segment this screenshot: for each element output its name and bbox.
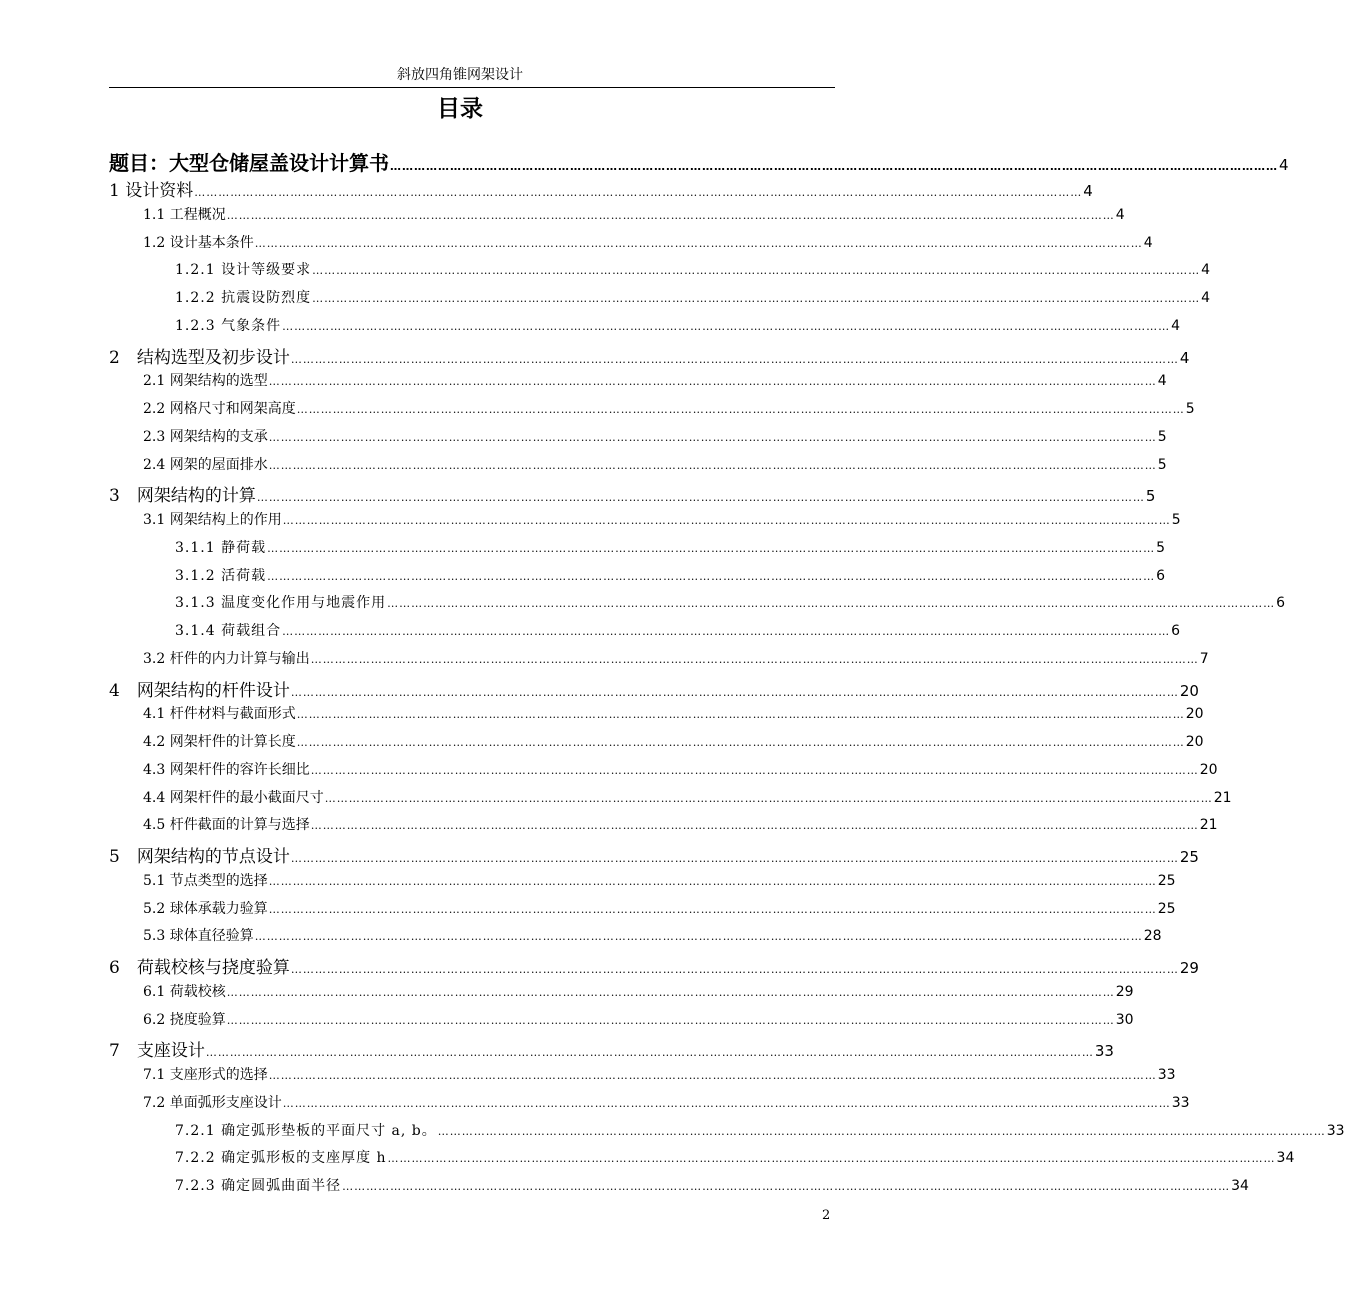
toc-leader: …………………………………………………………………………………………………………………………………………………………………………………………………… <box>254 237 1143 250</box>
toc-page-number: 20 <box>1199 762 1218 778</box>
toc-entry[interactable] <box>143 204 1125 228</box>
toc-entry-label: 6.1 荷载校核 <box>143 984 226 1000</box>
toc-entry[interactable] <box>175 1120 1345 1144</box>
toc-entry-label: 3.1.2 活荷载 <box>175 568 267 584</box>
toc-page-number: 33 <box>1157 1067 1176 1083</box>
toc-leader: …………………………………………………………………………………………………………………………………………………………………………………………………… <box>194 186 1083 199</box>
toc-entry[interactable] <box>143 981 1134 1005</box>
toc-page-number: 20 <box>1185 734 1204 750</box>
toc-page-number: 33 <box>1171 1095 1190 1111</box>
toc-entry-label: 3.1.1 静荷载 <box>175 540 267 556</box>
toc-entry-label: 6.2 挠度验算 <box>143 1012 226 1028</box>
toc-page-number: 4 <box>1083 182 1093 200</box>
toc-page-number: 25 <box>1179 848 1199 866</box>
toc-page-number: 4 <box>1157 373 1167 389</box>
toc-entry-label: 7.2.2 确定弧形板的支座厚度 h <box>175 1150 387 1166</box>
toc-entry-label: 5.1 节点类型的选择 <box>143 873 268 889</box>
toc-entry[interactable] <box>175 592 1285 616</box>
toc-entry[interactable] <box>143 870 1176 894</box>
toc-page-number: 21 <box>1213 790 1232 806</box>
toc-page-number: 20 <box>1185 706 1204 722</box>
header-rule <box>109 87 835 88</box>
toc-page-number: 4 <box>1171 318 1180 334</box>
toc-page-number: 6 <box>1276 595 1285 611</box>
toc-leader: …………………………………………………………………………………………………………………………………………………………………………………………………… <box>282 320 1171 333</box>
toc-leader: …………………………………………………………………………………………………………………………………………………………………………………………………… <box>268 375 1157 388</box>
toc-entry[interactable] <box>143 454 1167 478</box>
toc-page-number: 5 <box>1157 429 1167 445</box>
toc-entry-label: 2 结构选型及初步设计 <box>109 348 290 368</box>
toc-leader: …………………………………………………………………………………………………………………………………………………………………………………………………… <box>282 514 1171 527</box>
toc-page-number: 6 <box>1171 623 1180 639</box>
toc-entry[interactable] <box>143 703 1204 727</box>
toc-leader: …………………………………………………………………………………………………………………………………………………………………………………………………… <box>256 491 1145 504</box>
toc-page-number: 34 <box>1231 1178 1249 1194</box>
toc-page-number: 33 <box>1094 1042 1114 1060</box>
toc-entry-label: 3.1 网架结构上的作用 <box>143 512 282 528</box>
toc-entry[interactable] <box>109 147 1289 175</box>
toc-entry-label: 1 设计资料 <box>109 181 194 201</box>
toc-page-number: 4 <box>1179 349 1190 367</box>
toc-entry-label: 3.1.4 荷载组合 <box>175 623 282 639</box>
toc-leader: …………………………………………………………………………………………………………………………………………………………………………………………………… <box>342 1180 1231 1193</box>
toc-leader: …………………………………………………………………………………………………………………………………………………………………………………………………… <box>312 292 1201 305</box>
toc-leader: …………………………………………………………………………………………………………………………………………………………………………………………………… <box>226 209 1115 222</box>
toc-page-number: 28 <box>1143 928 1162 944</box>
toc-leader: …………………………………………………………………………………………………………………………………………………………………………………………………… <box>268 459 1157 472</box>
toc-entry-label: 2.4 网架的屋面排水 <box>143 457 268 473</box>
toc-entry[interactable] <box>109 953 1199 978</box>
toc-entry-label: 7.1 支座形式的选择 <box>143 1067 268 1083</box>
toc-leader: …………………………………………………………………………………………………………………………………………………………………………………………………… <box>290 686 1179 699</box>
toc-leader: …………………………………………………………………………………………………………………………………………………………………………………………………… <box>290 963 1179 976</box>
toc-page-number: 5 <box>1157 457 1167 473</box>
toc-entry[interactable] <box>175 287 1210 311</box>
toc-leader: …………………………………………………………………………………………………………………………………………………………………………………………………… <box>296 708 1185 721</box>
toc-leader: …………………………………………………………………………………………………………………………………………………………………………………………………… <box>310 764 1199 777</box>
toc-entry-label: 1.2.2 抗震设防烈度 <box>175 290 312 306</box>
toc-leader: …………………………………………………………………………………………………………………………………………………………………………………………………… <box>226 1014 1115 1027</box>
running-header: 斜放四角锥网架设计 <box>397 67 523 83</box>
toc-page-number: 33 <box>1326 1123 1345 1139</box>
toc-leader: …………………………………………………………………………………………………………………………………………………………………………………………………… <box>390 160 1278 173</box>
toc-entry-label: 2.2 网格尺寸和网架高度 <box>143 401 296 417</box>
toc-page-number: 4 <box>1201 290 1210 306</box>
toc-page-number: 4 <box>1115 207 1125 223</box>
toc-entry-label: 4.2 网架杆件的计算长度 <box>143 734 296 750</box>
toc-leader: …………………………………………………………………………………………………………………………………………………………………………………………………… <box>310 653 1199 666</box>
toc-page-number: 4 <box>1201 262 1210 278</box>
toc-leader: …………………………………………………………………………………………………………………………………………………………………………………………………… <box>296 403 1185 416</box>
toc-entry[interactable] <box>143 232 1153 256</box>
toc-entry-label: 4.4 网架杆件的最小截面尺寸 <box>143 790 324 806</box>
toc-page-number: 34 <box>1276 1150 1295 1166</box>
toc-leader: …………………………………………………………………………………………………………………………………………………………………………………………………… <box>267 570 1156 583</box>
toc-entry-label: 1.2.1 设计等级要求 <box>175 262 312 278</box>
toc-entry[interactable] <box>109 343 1190 368</box>
toc-page-number: 30 <box>1115 1012 1134 1028</box>
toc-entry[interactable] <box>175 537 1165 561</box>
toc-entry[interactable] <box>175 259 1210 283</box>
toc-entry-label: 5.3 球体直径验算 <box>143 928 254 944</box>
toc-leader: …………………………………………………………………………………………………………………………………………………………………………………………………… <box>290 852 1179 865</box>
toc-leader: …………………………………………………………………………………………………………………………………………………………………………………………………… <box>205 1046 1094 1059</box>
toc-entry-label: 1.2 设计基本条件 <box>143 235 254 251</box>
toc-entry[interactable] <box>143 1009 1134 1033</box>
toc-leader: …………………………………………………………………………………………………………………………………………………………………………………………………… <box>387 597 1276 610</box>
toc-leader: …………………………………………………………………………………………………………………………………………………………………………………………………… <box>268 1069 1157 1082</box>
toc-entry[interactable] <box>143 898 1176 922</box>
toc-entry[interactable] <box>143 1092 1190 1116</box>
toc-leader: …………………………………………………………………………………………………………………………………………………………………………………………………… <box>226 986 1115 999</box>
toc-entry-label: 4.3 网架杆件的容许长细比 <box>143 762 310 778</box>
toc-entry[interactable] <box>143 426 1167 450</box>
toc-page-number: 25 <box>1157 901 1176 917</box>
toc-page-number: 4 <box>1143 235 1153 251</box>
toc-entry[interactable] <box>109 676 1199 701</box>
toc-entry[interactable] <box>175 565 1165 589</box>
toc-entry[interactable] <box>143 398 1195 422</box>
toc-entry[interactable] <box>143 1064 1176 1088</box>
toc-entry[interactable] <box>109 842 1199 867</box>
toc-entry[interactable] <box>143 731 1204 755</box>
toc-entry[interactable] <box>143 787 1232 811</box>
toc-leader: …………………………………………………………………………………………………………………………………………………………………………………………………… <box>310 819 1199 832</box>
toc-entry-label: 5 网架结构的节点设计 <box>109 847 290 867</box>
toc-leader: …………………………………………………………………………………………………………………………………………………………………………………………………… <box>312 264 1201 277</box>
toc-entry-label: 2.1 网架结构的选型 <box>143 373 268 389</box>
toc-entry-label: 4.5 杆件截面的计算与选择 <box>143 817 310 833</box>
toc-entry-label: 3 网架结构的计算 <box>109 486 256 506</box>
toc-entry[interactable] <box>143 759 1218 783</box>
toc-entry[interactable] <box>143 925 1162 949</box>
toc-page-number: 20 <box>1179 682 1199 700</box>
toc-page-number: 6 <box>1156 568 1165 584</box>
toc-entry[interactable] <box>175 315 1180 339</box>
toc-leader: …………………………………………………………………………………………………………………………………………………………………………………………………… <box>387 1152 1276 1165</box>
toc-entry-label: 5.2 球体承载力验算 <box>143 901 268 917</box>
toc-page-number: 29 <box>1179 959 1199 977</box>
toc-leader: …………………………………………………………………………………………………………………………………………………………………………………………………… <box>324 792 1213 805</box>
toc-entry-label: 4 网架结构的杆件设计 <box>109 681 290 701</box>
toc-entry[interactable] <box>109 176 1093 201</box>
toc-leader: …………………………………………………………………………………………………………………………………………………………………………………………………… <box>290 353 1179 366</box>
toc-page-number: 5 <box>1171 512 1181 528</box>
toc-entry-label: 4.1 杆件材料与截面形式 <box>143 706 296 722</box>
toc-page-number: 25 <box>1157 873 1176 889</box>
toc-entry[interactable] <box>143 814 1218 838</box>
toc-leader: …………………………………………………………………………………………………………………………………………………………………………………………………… <box>268 431 1157 444</box>
toc-page-number: 5 <box>1156 540 1165 556</box>
toc-leader: …………………………………………………………………………………………………………………………………………………………………………………………………… <box>268 903 1157 916</box>
toc-entry-label: 7.2 单面弧形支座设计 <box>143 1095 282 1111</box>
toc-entry-label: 7.2.3 确定圆弧曲面半径 <box>175 1178 342 1194</box>
toc-leader: …………………………………………………………………………………………………………………………………………………………………………………………………… <box>267 542 1156 555</box>
toc-entry-label: 3.1.3 温度变化作用与地震作用 <box>175 595 387 611</box>
toc-leader: …………………………………………………………………………………………………………………………………………………………………………………………………… <box>282 625 1171 638</box>
toc-entry[interactable] <box>143 509 1181 533</box>
toc-leader: …………………………………………………………………………………………………………………………………………………………………………………………………… <box>437 1125 1326 1138</box>
toc-leader: …………………………………………………………………………………………………………………………………………………………………………………………………… <box>296 736 1185 749</box>
toc-entry-label: 1.1 工程概况 <box>143 207 226 223</box>
toc-entry[interactable] <box>109 481 1156 506</box>
toc-entry-label: 题目：大型仓储屋盖设计计算书 <box>109 151 389 175</box>
toc-entry-label: 7.2.1 确定弧形垫板的平面尺寸 a, b。 <box>175 1123 437 1139</box>
toc-entry-label: 2.3 网架结构的支承 <box>143 429 268 445</box>
toc-leader: …………………………………………………………………………………………………………………………………………………………………………………………………… <box>254 930 1143 943</box>
toc-page-number: 5 <box>1145 487 1156 505</box>
toc-entry-label: 6 荷载校核与挠度验算 <box>109 958 290 978</box>
toc-entry-label: 7 支座设计 <box>109 1041 205 1061</box>
toc-entry[interactable] <box>175 620 1180 644</box>
page-title: 目录 <box>437 96 483 122</box>
page-number: 2 <box>822 1208 831 1223</box>
toc-leader: …………………………………………………………………………………………………………………………………………………………………………………………………… <box>282 1097 1171 1110</box>
toc-entry[interactable] <box>143 648 1209 672</box>
toc-entry[interactable] <box>143 370 1167 394</box>
toc-entry-label: 3.2 杆件的内力计算与输出 <box>143 651 310 667</box>
toc-page-number: 7 <box>1199 651 1209 667</box>
toc-entry[interactable] <box>109 1036 1114 1061</box>
toc-page-number: 4 <box>1279 156 1289 174</box>
toc-entry[interactable] <box>175 1147 1295 1171</box>
toc-page-number: 29 <box>1115 984 1134 1000</box>
toc-leader: …………………………………………………………………………………………………………………………………………………………………………………………………… <box>268 875 1157 888</box>
toc-page-number: 5 <box>1185 401 1195 417</box>
toc-entry-label: 1.2.3 气象条件 <box>175 318 282 334</box>
toc-entry[interactable] <box>175 1175 1249 1199</box>
toc-page-number: 21 <box>1199 817 1218 833</box>
